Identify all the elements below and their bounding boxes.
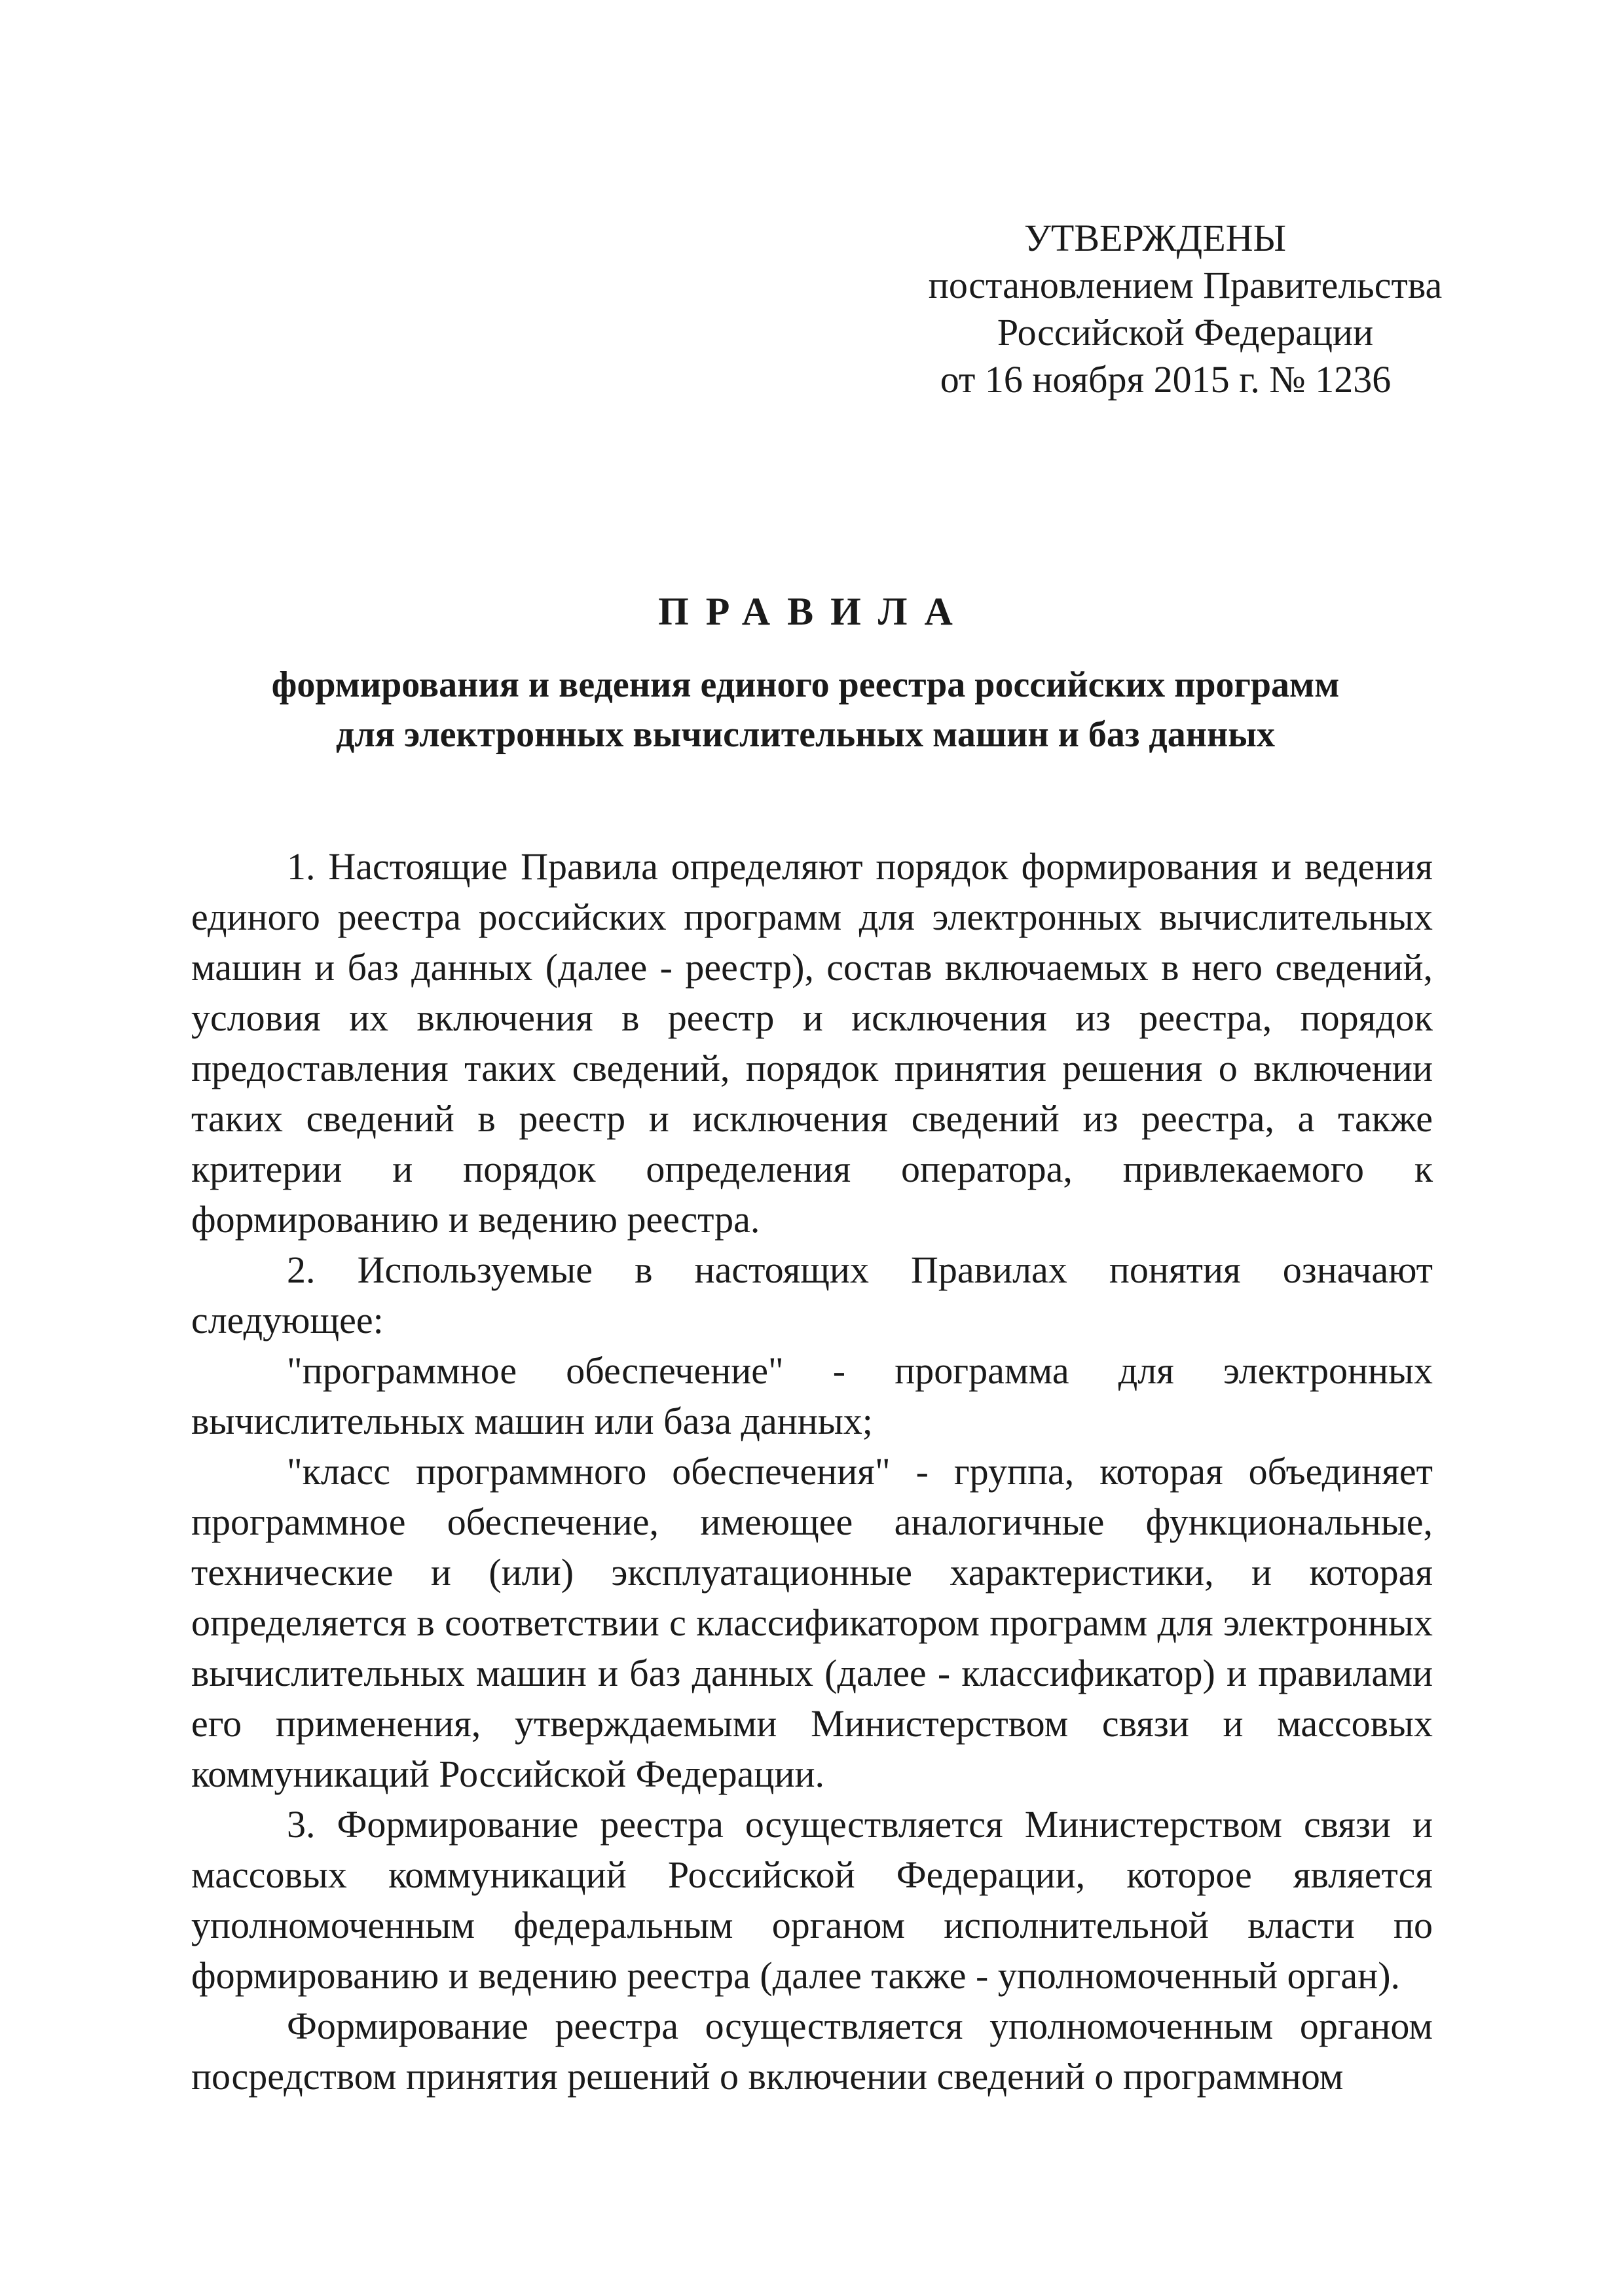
paragraph-text: Используемые в настоящих Правилах понятия означают следующее: [191,1248,1433,1341]
definition-software-class [191,1446,1433,1799]
approval-line-2: Российской Федерации [997,311,1374,354]
paragraph-3-continuation [191,2001,1433,2102]
document-subtitle-line-1: формирования и ведения единого реестра российских программ [271,665,1340,705]
document-body [191,841,1433,2102]
paragraph-text: Настоящие Правила определяют порядок формирования и ведения единого реестра российских программ для электронных вычислительных машин и баз данных (далее - реестр), состав включаемых в него сведений, условия их включения в реестр и исключения из реестра, порядок предоставления таких сведений, порядок принятия решения о включении таких сведений в реестр и исключения сведений из реестра, а также критерии и порядок определения оператора, привлекаемого к формированию и ведению реестра. [191,845,1433,1241]
approval-stamp-block [825,215,1545,403]
document-heading [183,588,1428,759]
paragraph-number: 3. [287,1803,316,1846]
approval-line-1: постановлением Правительства [928,264,1443,306]
paragraph-3 [191,1799,1433,2001]
paragraph-number: 1. [287,845,316,888]
paragraph-1 [191,841,1433,1245]
paragraph-text: "программное обеспечение" - программа для электронных вычислительных машин или база данных; [191,1349,1433,1442]
paragraph-text: Формирование реестра осуществляется уполномоченным органом посредством принятия решений о включении сведений о программном [191,2005,1433,2098]
paragraph-text: "класс программного обеспечения" - группа, которая объединяет программное обеспечение, имеющее аналогичные функциональные, технические и (или) эксплуатационные характеристики, и которая определяется в соответствии с классификатором программ для электронных вычислительных машин и баз данных (далее - классификатор) и правилами его применения, утверждаемыми Министерством связи и массовых коммуникаций Российской Федерации. [191,1450,1433,1795]
document-subtitle-line-2: для электронных вычислительных машин и баз данных [335,714,1275,755]
document-title: ПРАВИЛА [658,590,970,633]
paragraph-text: Формирование реестра осуществляется Министерством связи и массовых коммуникаций Российской Федерации, которое является уполномоченным федеральным органом исполнительной власти по формированию и ведению реестра (далее также - уполномоченный орган). [191,1803,1433,1997]
paragraph-2 [191,1245,1433,1345]
approval-title: УТВЕРЖДЕНЫ [1024,217,1287,259]
paragraph-number: 2. [287,1248,316,1291]
approval-date-number: от 16 ноября 2015 г. № 1236 [940,358,1392,401]
definition-software [191,1345,1433,1446]
